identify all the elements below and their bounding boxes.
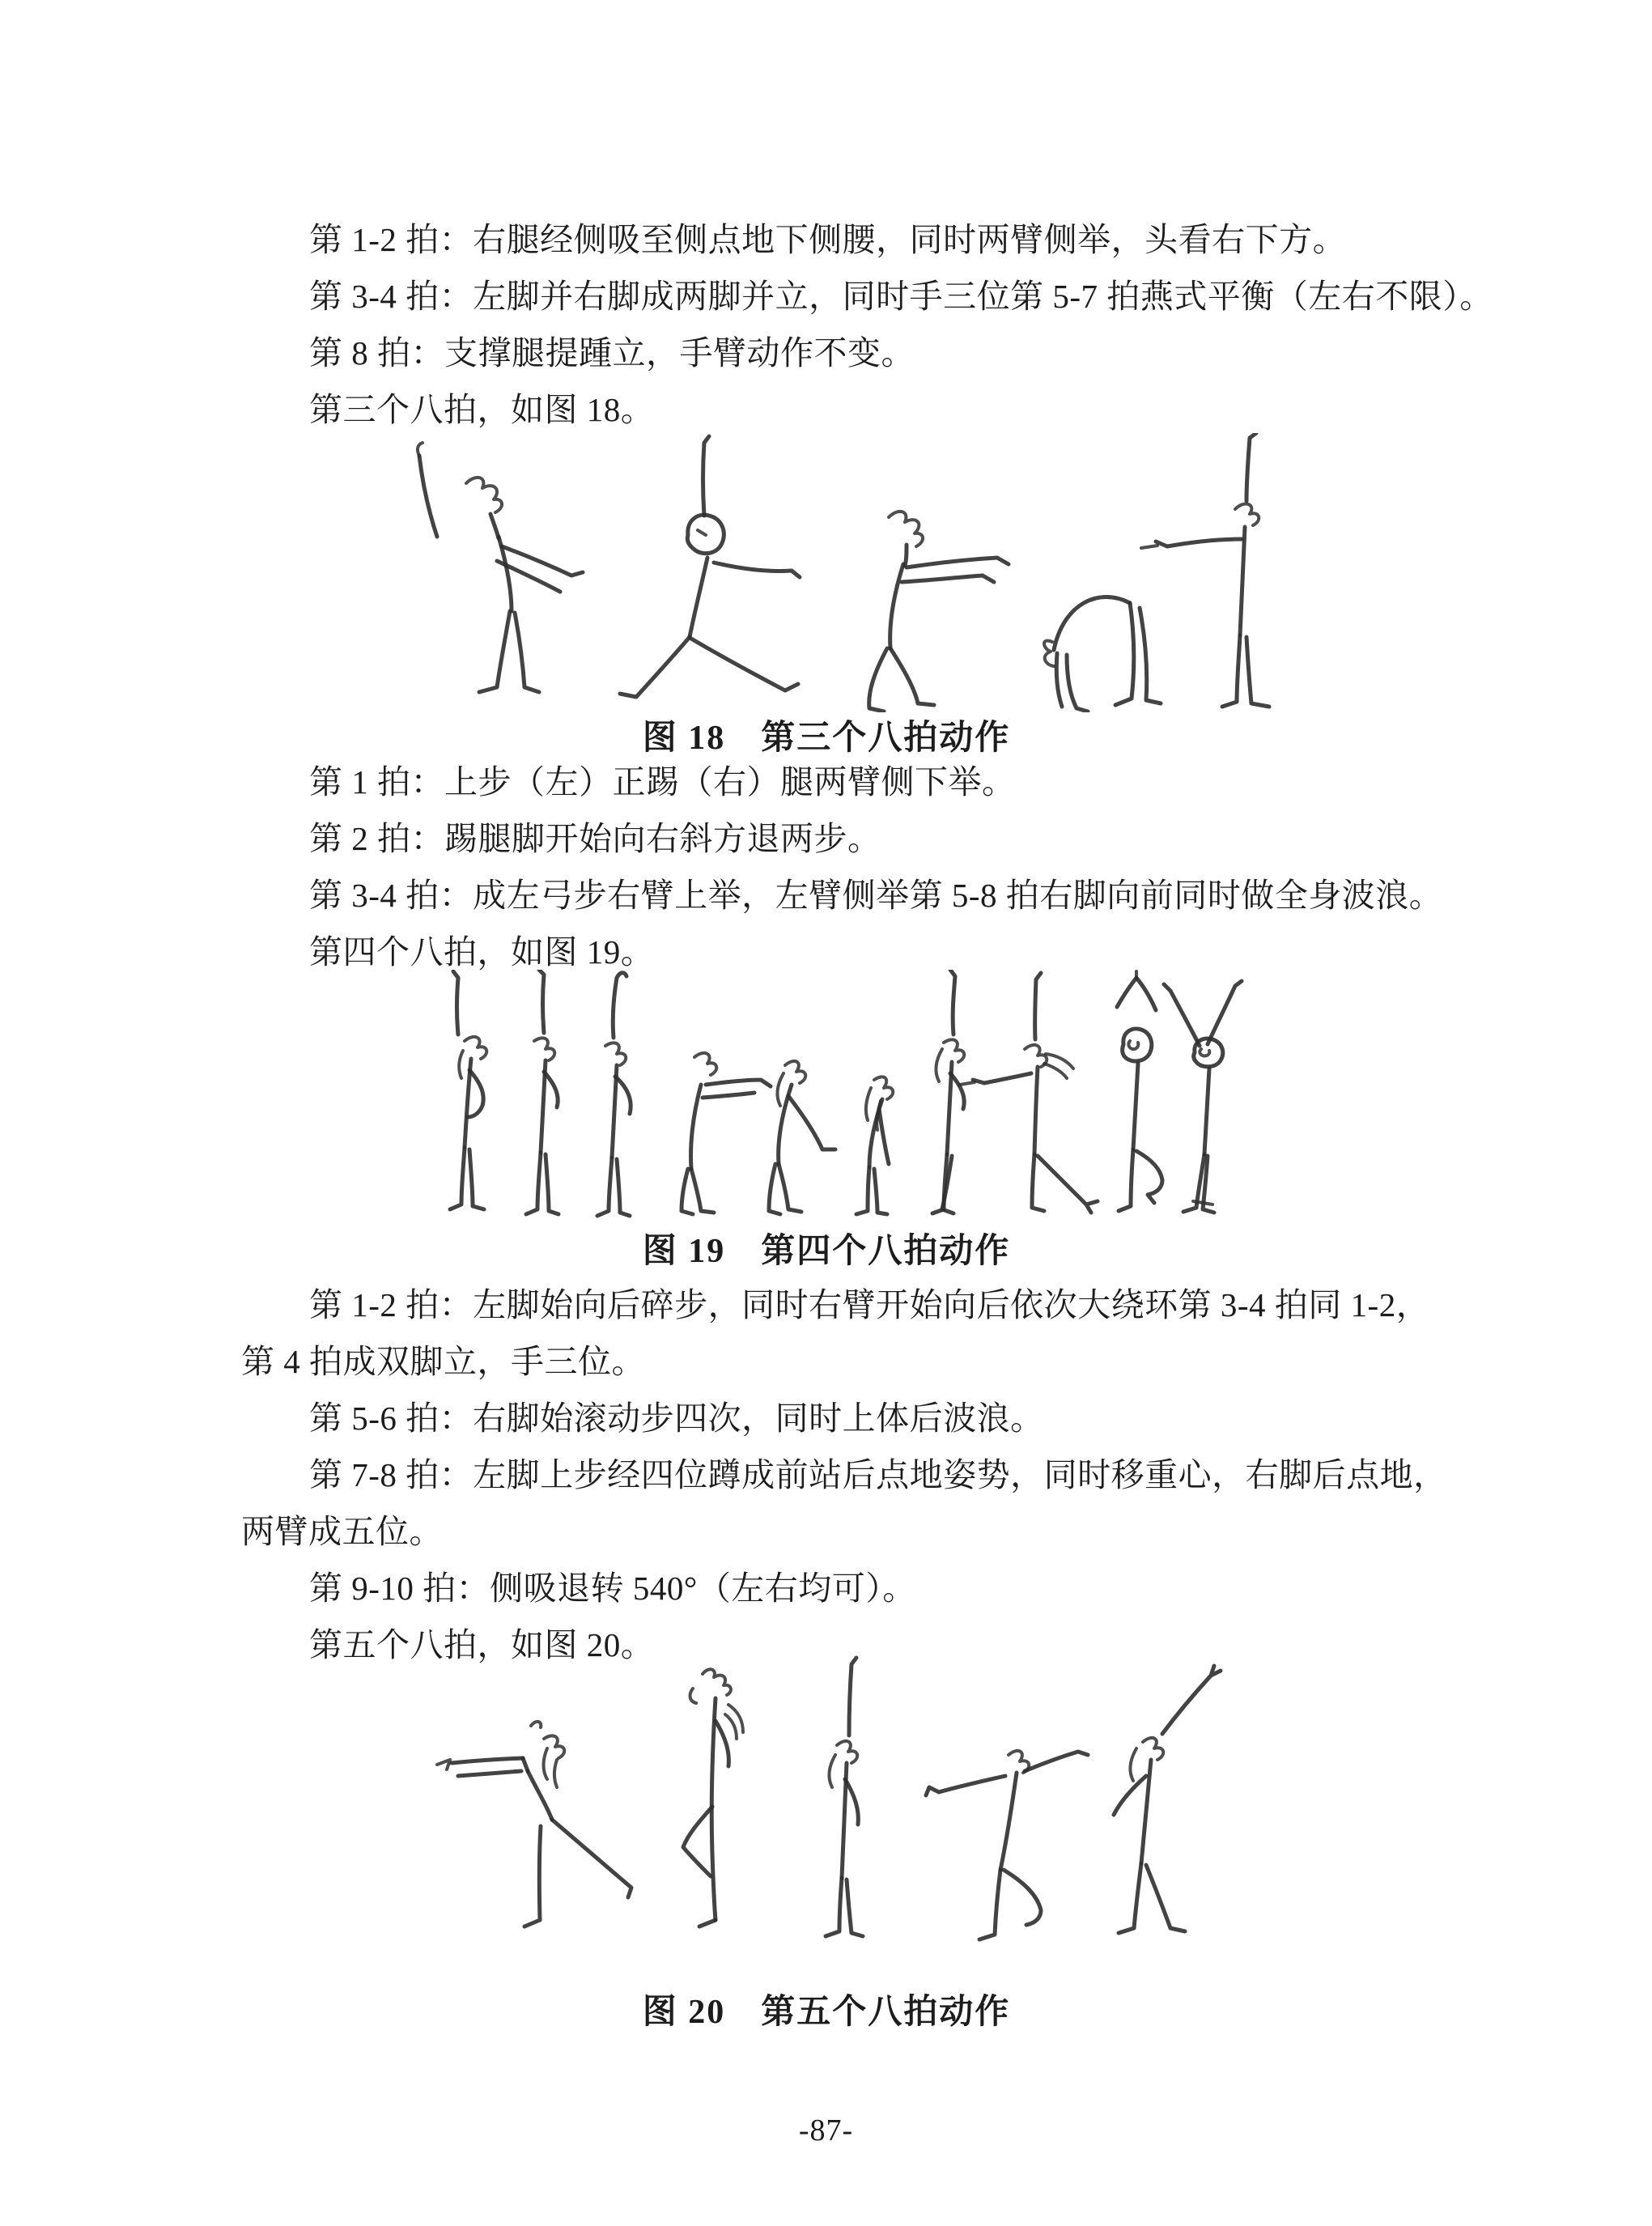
text-line: 第 1 拍：上步（左）正踢（右）腿两臂侧下举。 bbox=[309, 763, 1016, 801]
text-line: 两臂成五位。 bbox=[241, 1513, 443, 1550]
stick-figure-pose bbox=[960, 973, 1098, 1213]
stick-figure-pose bbox=[869, 512, 1009, 712]
stick-figure-sketch-19 bbox=[389, 970, 1311, 1221]
text-line: 第四个八拍，如图 19。 bbox=[309, 933, 655, 971]
text-line: 第五个八拍，如图 20。 bbox=[309, 1626, 655, 1663]
stick-figure-pose bbox=[418, 443, 583, 692]
stick-figure-pose bbox=[1114, 1666, 1221, 1933]
stick-figure-pose bbox=[932, 970, 964, 1213]
stick-figure-pose bbox=[437, 1722, 631, 1927]
stick-figure-sketch-20 bbox=[372, 1653, 1279, 1952]
text-line: 第 3-4 拍：左脚并右脚成两脚并立，同时手三位第 5-7 拍燕式平衡（左右不限）。 bbox=[309, 278, 1493, 315]
stick-figure-pose bbox=[620, 436, 800, 697]
text-line: 第 9-10 拍：侧吸退转 540°（左右均可）。 bbox=[309, 1570, 916, 1607]
figure-caption: 图 19 第四个八拍动作 bbox=[642, 1233, 1011, 1270]
text-line: 第 7-8 拍：左脚上步经四位蹲成前站后点地姿势，同时移重心，右脚后点地， bbox=[309, 1456, 1447, 1493]
text-line: 第 1-2 拍：右腿经侧吸至侧点地下侧腰，同时两臂侧举，头看右下方。 bbox=[309, 221, 1347, 258]
stick-figure-pose bbox=[926, 1751, 1088, 1939]
text-line: 第 4 拍成双脚立，手三位。 bbox=[241, 1343, 645, 1380]
stick-figure-pose bbox=[1141, 433, 1269, 707]
text-line: 第 5-6 拍：右脚始滚动步四次，同时上体后波浪。 bbox=[309, 1400, 1044, 1437]
stick-figure-pose bbox=[683, 1669, 743, 1927]
stick-figure-pose bbox=[769, 1061, 835, 1214]
figure-18-illustration bbox=[389, 433, 1311, 712]
stick-figure-pose bbox=[597, 973, 631, 1216]
figure-caption: 图 20 第五个八拍动作 bbox=[642, 1994, 1011, 2031]
stick-figure-pose bbox=[1044, 597, 1161, 712]
stick-figure-pose bbox=[526, 970, 558, 1214]
text-line: 第三个八拍，如图 18。 bbox=[309, 391, 655, 428]
figure-19-illustration bbox=[389, 970, 1311, 1221]
text-line: 第 1-2 拍：左脚始向后碎步，同时右臂开始向后依次大绕环第 3-4 拍同 1-2， bbox=[309, 1286, 1430, 1323]
stick-figure-pose bbox=[450, 971, 486, 1209]
stick-figure-pose bbox=[1164, 981, 1242, 1213]
text-line: 第 2 拍：踢腿脚开始向右斜方退两步。 bbox=[309, 820, 881, 857]
text-line: 第 8 拍：支撑腿提踵立，手臂动作不变。 bbox=[309, 334, 915, 372]
stick-figure-pose bbox=[682, 1053, 771, 1214]
figure-20-illustration bbox=[372, 1653, 1279, 1952]
text-line: 第 3-4 拍：成左弓步右臂上举，左臂侧举第 5-8 拍右脚向前同时做全身波浪。 bbox=[309, 877, 1443, 914]
page-number: -87- bbox=[798, 2113, 854, 2147]
stick-figure-pose bbox=[856, 1077, 893, 1214]
stick-figure-pose bbox=[1117, 971, 1162, 1211]
stick-figure-sketch-18 bbox=[389, 433, 1311, 712]
figure-caption: 图 18 第三个八拍动作 bbox=[642, 720, 1011, 757]
stick-figure-pose bbox=[826, 1658, 863, 1936]
